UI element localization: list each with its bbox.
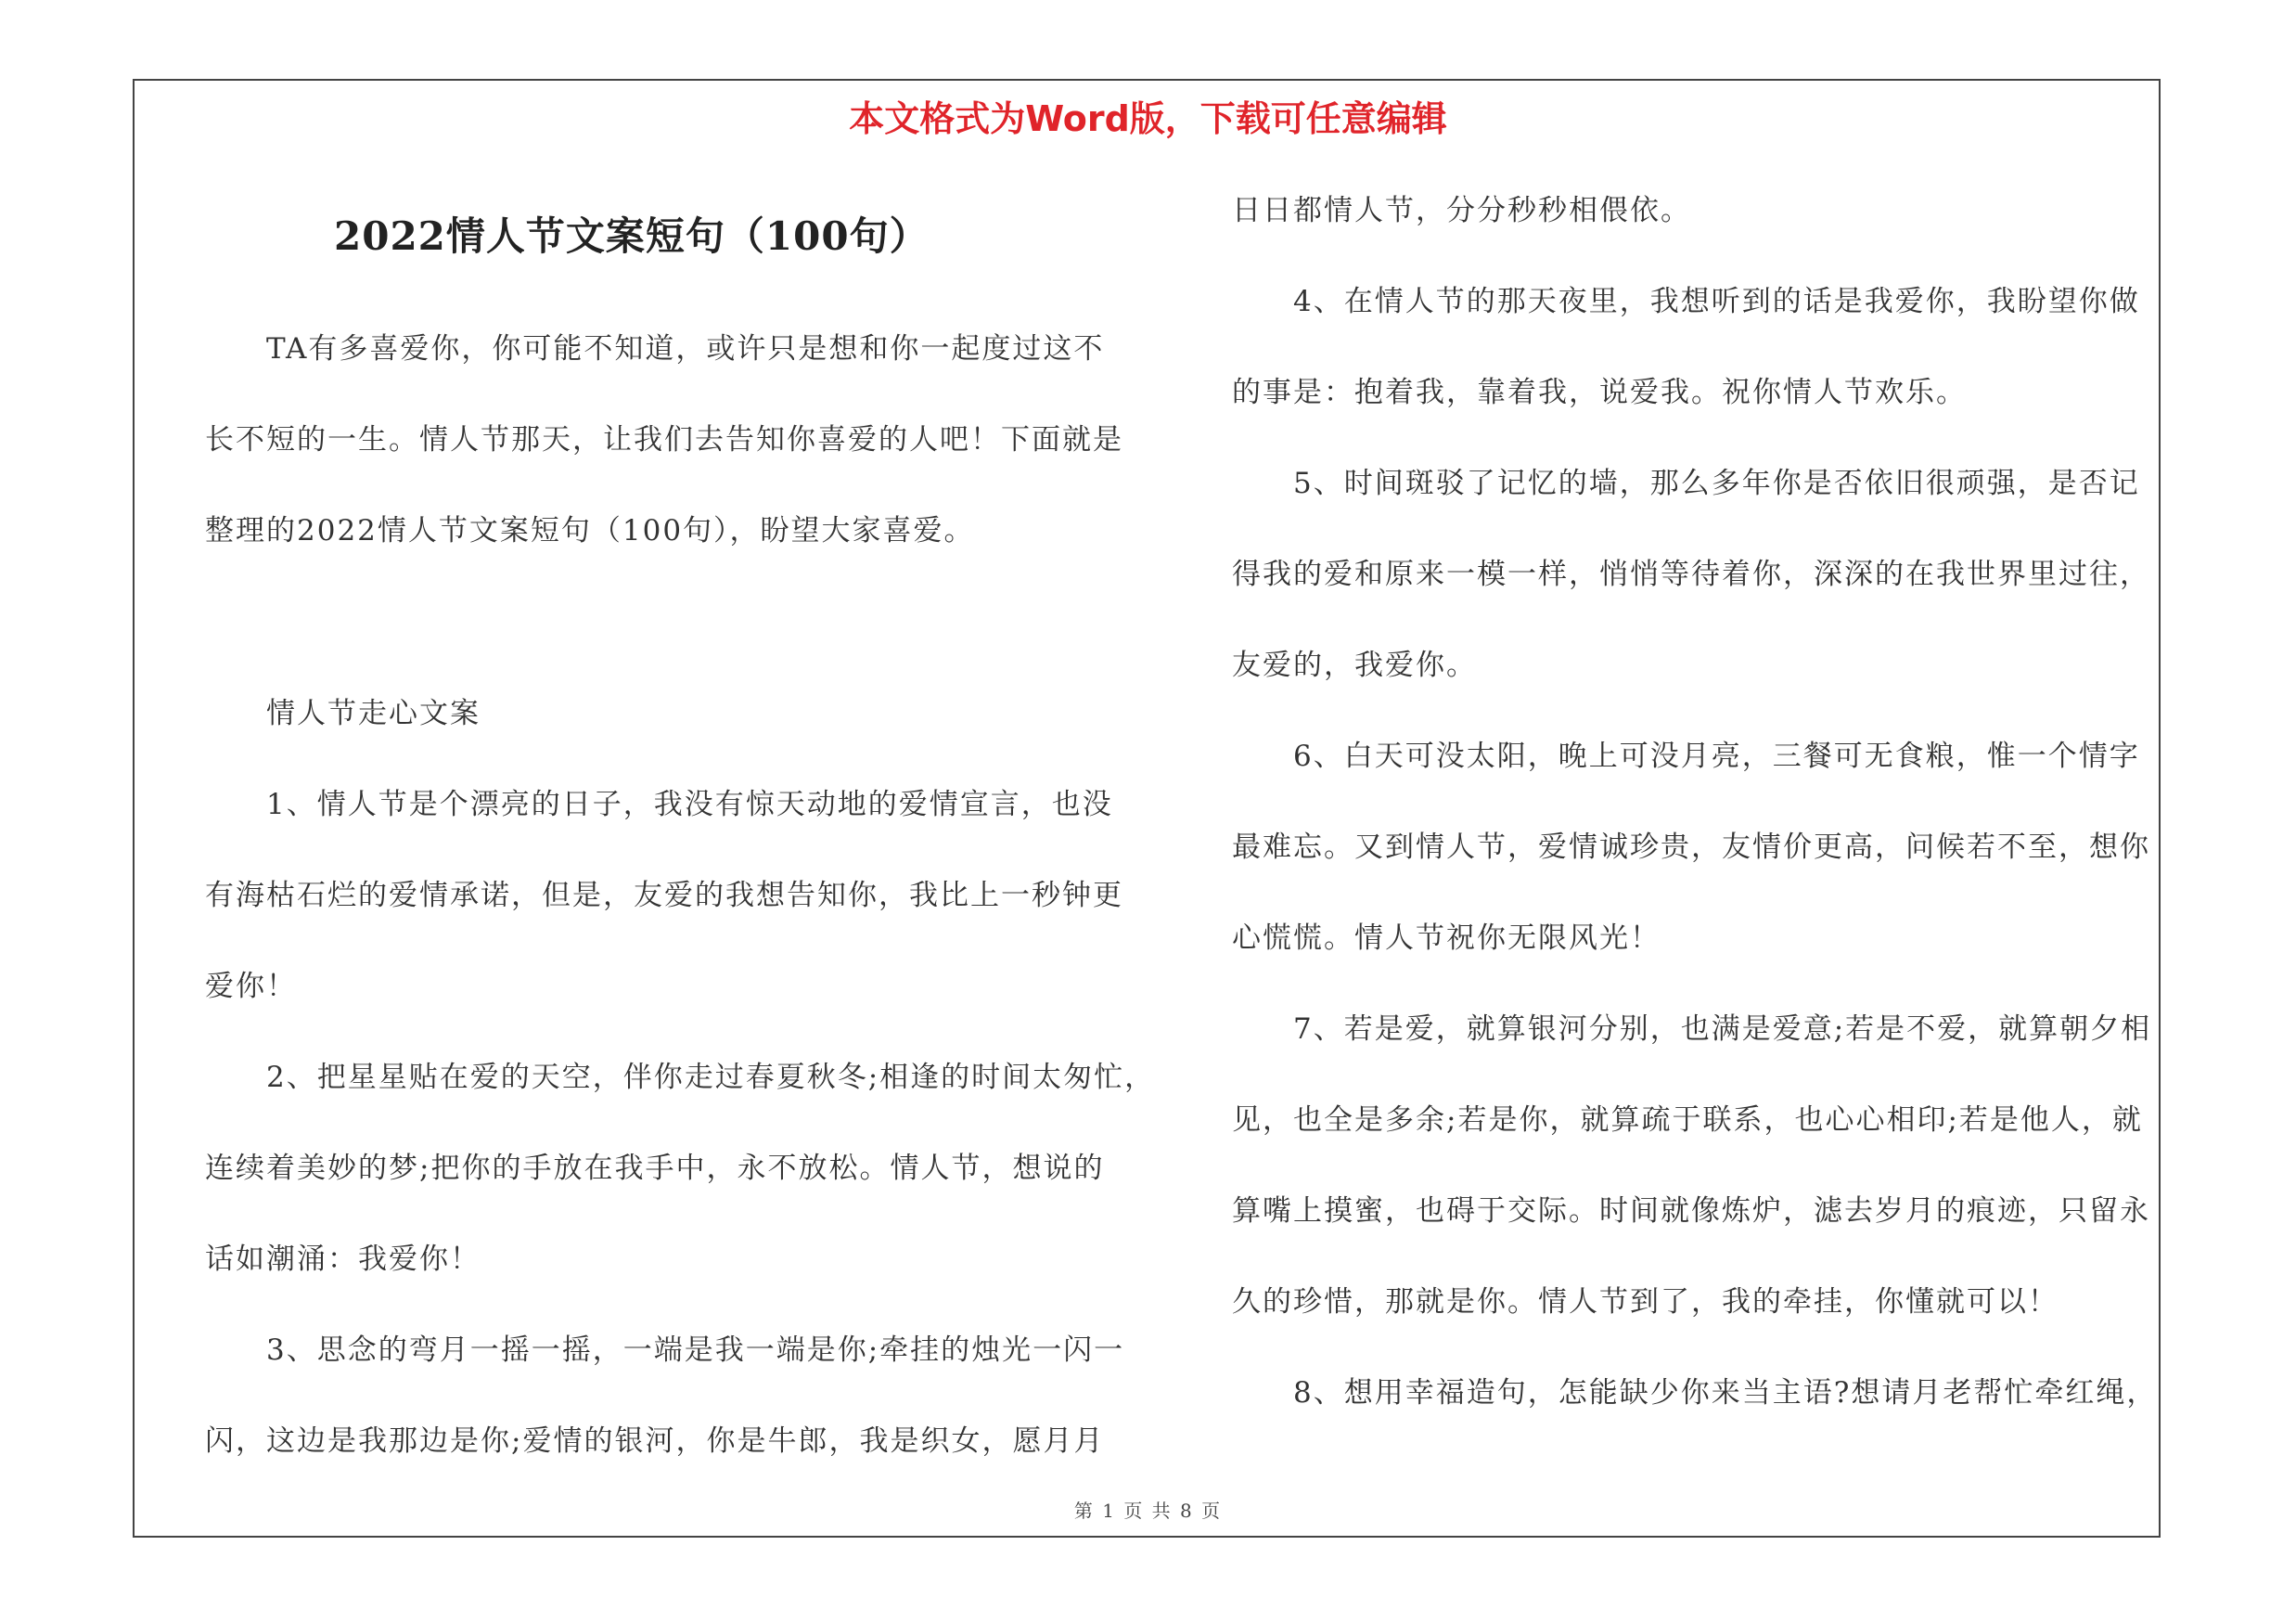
page-number: 第 1 页 共 8 页: [1073, 1500, 1223, 1522]
paragraph-line: 话如潮涌：我爱你！: [205, 1243, 481, 1276]
paragraph-line: 见，也全是多余;若是你，就算疏于联系，也心心相印;若是他人，就: [1232, 1103, 2143, 1137]
paragraph-line: 长不短的一生。情人节那天，让我们去告知你喜爱的人吧！下面就是: [205, 423, 1123, 457]
paragraph-line: 有海枯石烂的爱情承诺，但是，友爱的我想告知你，我比上一秒钟更: [205, 879, 1123, 912]
paragraph-line: 3、思念的弯月一摇一摇，一端是我一端是你;牵挂的烛光一闪一: [266, 1333, 1125, 1367]
document-title: 2022情人节文案短句（100句）: [334, 213, 930, 259]
paragraph-line: 2、把星星贴在爱的天空，伴你走过春夏秋冬;相逢的时间太匆忙，: [266, 1061, 1156, 1094]
paragraph-line: 连续着美妙的梦;把你的手放在我手中，永不放松。情人节，想说的: [205, 1152, 1105, 1185]
paragraph-line: 闪，这边是我那边是你;爱情的银河，你是牛郎，我是织女，愿月月: [205, 1424, 1105, 1458]
paragraph-line: 6、白天可没太阳，晚上可没月亮，三餐可无食粮，惟一个情字: [1293, 740, 2140, 773]
paragraph-line: 整理的2022情人节文案短句（100句），盼望大家喜爱。: [205, 514, 975, 547]
paragraph-line: TA有多喜爱你，你可能不知道，或许只是想和你一起度过这不: [266, 332, 1105, 366]
paragraph-line: 日日都情人节，分分秒秒相偎依。: [1232, 194, 1691, 227]
paragraph-line: 心慌慌。情人节祝你无限风光！: [1232, 921, 1661, 955]
paragraph-line: 7、若是爱，就算银河分别，也满是爱意;若是不爱，就算朝夕相: [1293, 1012, 2152, 1046]
paragraph-line: 5、时间斑驳了记忆的墙，那么多年你是否依旧很顽强，是否记: [1293, 467, 2140, 500]
paragraph-line: 最难忘。又到情人节，爱情诚珍贵，友情价更高，问候若不至，想你: [1232, 831, 2150, 864]
paragraph-line: 得我的爱和原来一模一样，悄悄等待着你，深深的在我世界里过往，: [1232, 558, 2150, 591]
section-heading: 情人节走心文案: [266, 697, 481, 730]
paragraph-line: 久的珍惜，那就是你。情人节到了，我的牵挂，你懂就可以！: [1232, 1285, 2059, 1319]
paragraph-line: 1、情人节是个漂亮的日子，我没有惊天动地的爱情宣言，也没: [266, 788, 1113, 821]
paragraph-line: 8、想用幸福造句，怎能缺少你来当主语?想请月老帮忙牵红绳，: [1293, 1376, 2158, 1410]
paragraph-line: 4、在情人节的那天夜里，我想听到的话是我爱你，我盼望你做: [1293, 285, 2140, 318]
paragraph-line: 算嘴上摸蜜，也碍于交际。时间就像炼炉，滤去岁月的痕迹，只留永: [1232, 1194, 2150, 1228]
paragraph-line: 友爱的，我爱你。: [1232, 649, 1477, 682]
format-banner: 本文格式为Word版，下载可任意编辑: [849, 98, 1447, 139]
paragraph-line: 爱你！: [205, 970, 297, 1003]
paragraph-line: 的事是：抱着我，靠着我，说爱我。祝你情人节欢乐。: [1232, 376, 1967, 409]
